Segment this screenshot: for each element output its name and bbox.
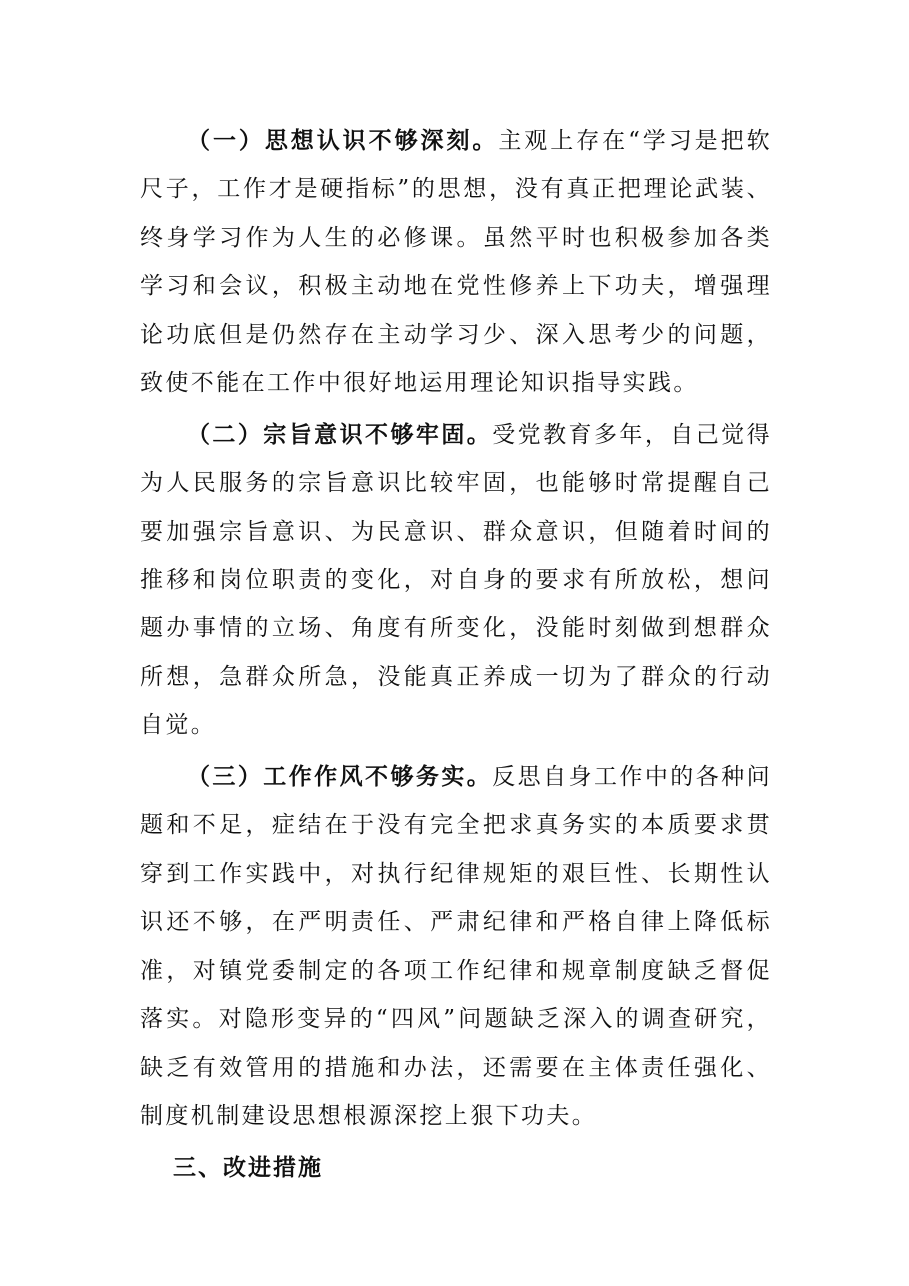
paragraph-text: 反思自身工作中的各种问题和不足，症结在于没有完全把求真务实的本质要求贯穿到工作实践中，对执行纪律规矩的艰巨性、长期性认识还不够，在严明责任、严肃纪律和严格自律上降低标准，对镇党委制定的各项工作纪律和规章制度缺乏督促落实。对隐形变异的“四风”问题缺乏深入的调查研究，缺乏有效管用的措施和办法，还需要在主体责任强化、制度机制建设思想根源深挖上狠下功夫。 bbox=[140, 764, 772, 1129]
paragraph-purpose-awareness bbox=[140, 411, 772, 750]
paragraph-ideological-awareness bbox=[140, 117, 772, 407]
document-body bbox=[140, 117, 772, 1192]
paragraph-title: （二）宗旨意识不够牢固。 bbox=[187, 421, 493, 448]
paragraph-title: （一）思想认识不够深刻。 bbox=[187, 128, 499, 154]
paragraph-title: （三）工作作风不够务实。 bbox=[187, 764, 493, 791]
section-heading: 三、改进措施 bbox=[173, 1154, 323, 1181]
paragraph-work-style bbox=[140, 753, 772, 1140]
paragraph-text: 主观上存在“学习是把软尺子，工作才是硬指标”的思想，没有真正把理论武装、终身学习作为人生的必修课。虽然平时也积极参加各类学习和会议，积极主动地在党性修养上下功夫，增强理论功底但是仍然存在主动学习少、深入思考少的问题，致使不能在工作中很好地运用理论知识指导实践。 bbox=[140, 128, 772, 397]
paragraph-text: 受党教育多年，自己觉得为人民服务的宗旨意识比较牢固，也能够时常提醒自己要加强宗旨意识、为民意识、群众意识，但随着时间的推移和岗位职责的变化，对自身的要求有所放松，想问题办事情的立场、角度有所变化，没能时刻做到想群众所想，急群众所急，没能真正养成一切为了群众的行动自觉。 bbox=[140, 421, 772, 739]
